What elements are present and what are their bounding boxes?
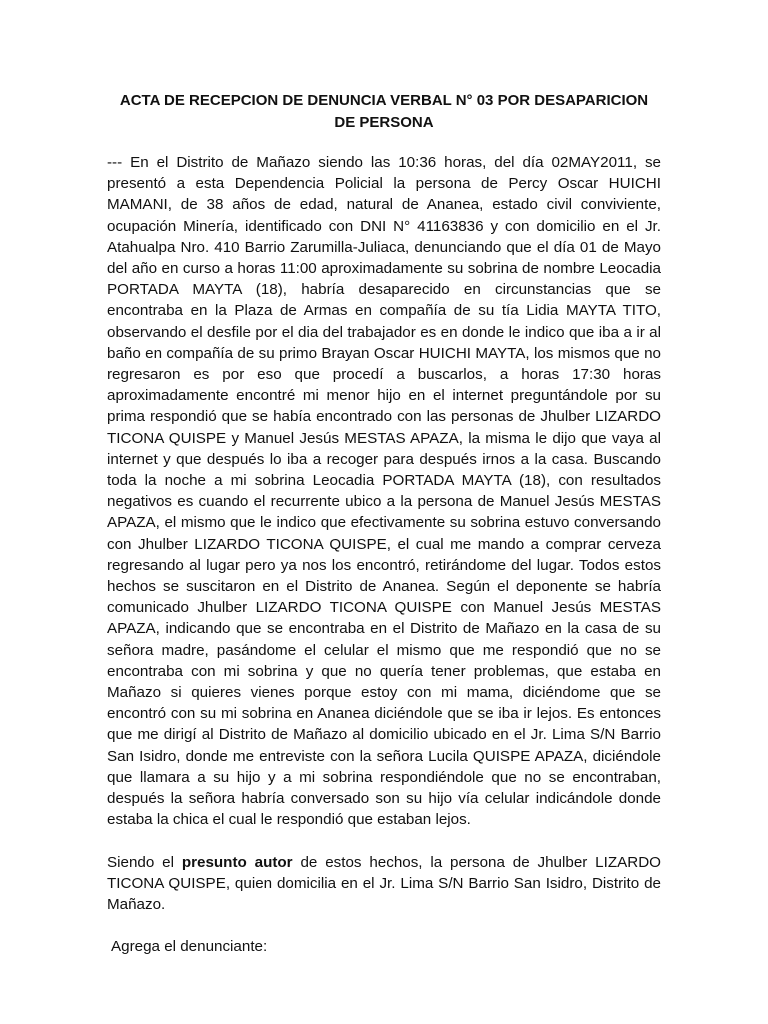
report-paragraph: --- En el Distrito de Mañazo siendo las 10:36 horas, del día 02MAY2011, se presentó a esta Dependencia Policial la persona de Percy Oscar HUICHI MAMANI, de 38 años de edad, natural de Ananea, estado civil conviviente, ocupación Minería, identificado con DNI N° 41163836 y con domicilio en el Jr. Atahualpa Nro. 410 Barrio Zarumilla-Juliaca, denunciando que el día 01 de Mayo del año en curso a horas 11:00 aproximadamente su sobrina de nombre Leocadia PORTADA MAYTA (18), habría desaparecido en circunstancias que se encontraba en la Plaza de Armas en compañía de su tía Lidia MAYTA TITO, observando el desfile por el dia del trabajador es en donde le indico que iba a ir al baño en compañía de su primo Brayan Oscar HUICHI MAYTA, los mismos que no regresaron es por eso que procedí a buscarlos, a horas 17:30 horas aproximadamente encontré mi menor hijo en el internet preguntándole por su prima respondió que se había encontrado con las personas de Jhulber LIZARDO TICONA QUISPE y Manuel Jesús MESTAS APAZA, la misma le dijo que vaya al internet y que después lo iba a recoger para después irnos a la casa. Buscando toda la noche a mi sobrina Leocadia PORTADA MAYTA (18), con resultados negativos es cuando el recurrente ubico a la persona de Manuel Jesús MESTAS APAZA, el mismo que le indico que efectivamente su sobrina estuvo conversando con Jhulber LIZARDO TICONA QUISPE, el cual me mando a comprar cerveza regresando al lugar pero ya nos los encontró, retirándome del lugar. Todos estos hechos se suscitaron en el Distrito de Ananea. Según el deponente se habría comunicado Jhulber LIZARDO TICONA QUISPE con Manuel Jesús MESTAS APAZA, indicando que se encontraba en el Distrito de Mañazo en la casa de su señora madre, pasándome el celular el mismo que me respondió que no se encontraba con mi sobrina y que no quería tener problemas, que estaba en Mañazo si quieres vienes porque estoy con mi mama, diciéndome que se encontró con su mi sobrina en Ananea diciéndole que se iba ir lejos. Es entonces que me dirigí al Distrito de Mañazo al domicilio ubicado en el Jr. Lima S/N Barrio San Isidro, donde me entreviste con la señora Lucila QUISPE APAZA, diciéndole que llamara a su hijo y a mi sobrina respondiéndole que no se encontraban, después la señora habría conversado son su hijo vía celular indicándole donde estaba la chica el cual le respondió que estaban lejos.	[107, 154, 661, 829]
suspect-paragraph-start: Siendo el	[107, 853, 182, 871]
suspect-paragraph-end: de estos hechos, la persona de Jhulber LIZARDO TICONA QUISPE, quien domicilia en el Jr. Lima S/N Barrio San Isidro, Distrito de Mañazo.	[107, 853, 661, 913]
title-line-1: ACTA DE RECEPCION DE DENUNCIA VERBAL N° 03 POR DESAPARICION	[119, 92, 649, 109]
closing-line: Agrega el denunciante:	[111, 938, 268, 956]
document-title	[107, 90, 661, 134]
title-line-2: DE PERSONA	[334, 114, 434, 131]
presunto-autor-bold: presunto autor	[181, 853, 293, 871]
suspect-paragraph	[107, 852, 661, 916]
document-page	[107, 90, 661, 957]
